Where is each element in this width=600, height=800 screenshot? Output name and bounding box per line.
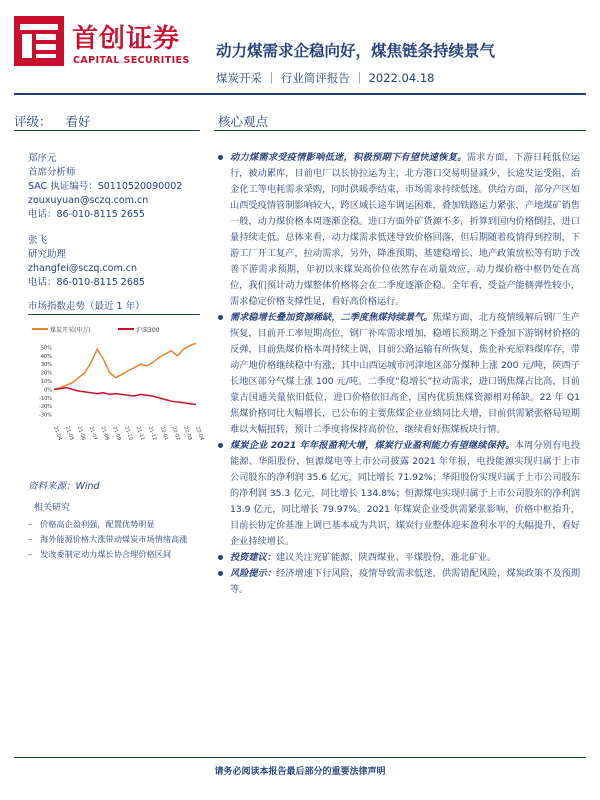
y-tick-label: -30% [39,412,52,419]
y-axis-ticks [39,345,52,418]
legend-label-hs300: 沪深300 [136,327,160,334]
market-index-chart [28,298,205,468]
x-tick-label: 21-11 [134,425,146,442]
x-tick-label: 21-05 [63,425,75,442]
y-tick-label: -10% [39,395,52,402]
y-tick-label: 40% [40,353,52,360]
logo-text-en: CAPITAL SECURITIES [73,55,190,66]
footer-divider [14,757,586,758]
related-research [28,500,208,563]
x-tick-label: 21-09 [111,425,122,442]
y-tick-label: 20% [40,370,52,377]
rating-value: 看好 [65,114,91,129]
y-tick-label: 50% [40,345,52,352]
related-item[interactable]: – 发改委制定动力煤长协合理价格区间 [28,548,208,560]
analyst-phone: 电话：86-010-8115 2655 [28,209,145,220]
analyst-cert: SAC 执证编号：S0110520090002 [28,181,183,192]
viewpoint-text: 经济增速下行风险，疫情导致需求低迷，供需错配风险，煤炭政策不及预期等。 [230,568,581,595]
analyst-list [28,152,208,302]
x-tick-label: 21-10 [123,425,134,442]
y-tick-label: -20% [39,404,52,411]
viewpoint-paragraph [218,150,580,310]
core-view-title: 核心观点 [218,114,269,129]
logo-text-cn: 首创证券 [72,24,181,54]
analyst-phone: 电话：86-010-8115 2685 [28,277,145,288]
viewpoint-paragraph [218,550,580,566]
analyst-name: 张飞 [28,235,48,246]
viewpoint-text: 焦煤方面，北方疫情缓解后钢厂生产恢复，目前开工率短期高位，钢厂补库需求增加，稳增长预期之下叠加下游钢材价格的反弹，目前焦煤价格本周持续上调，目前公路运输有所恢复，焦企补充原料煤库存，带动产地价格继续稳中有涨，其中山西运城市河津地区部分煤种上涨 200 元/吨，陕西子长地区部分气煤上涨 100 元/吨。二季度“稳增长”拉动需求，进口钢焦煤占比高，目前蒙古国通关量依旧低位，进口价格依旧高企，国内优质焦煤资源相对稀缺。22 年 Q1 焦煤价格同比大幅增长，已公布的主要焦煤企业业绩同比大增，目前供需紧张格局短期难以大幅扭转，预计二季度将保持高价位，继续看好焦煤板块行情。 [230,312,581,435]
viewpoint-lead: 需求稳增长叠加资源稀缺，二季度焦煤持续景气。 [230,312,433,323]
x-tick-label: 22-02 [170,425,182,442]
x-tick-label: 21-07 [87,425,99,442]
header-divider [14,93,586,95]
x-tick-label: 21-08 [99,425,111,442]
footer-disclaimer: 请务必阅读本报告最后部分的重要法律声明 [214,767,386,777]
x-tick-label: 22-04 [194,425,205,442]
viewpoint-lead: 煤炭企业 2021 年年报盈利大增，煤炭行业盈利能力有望继续保持。 [230,440,515,451]
analyst-email[interactable]: zhangfei@sczq.com.cn [28,263,137,274]
analyst-card [28,152,208,222]
report-title: 动力煤需求企稳向好，煤焦链条持续景气 [216,42,496,60]
viewpoint-text: 本周分别有电投能源、华阳股份、恒源煤电等上市公司披露 2021 年年报，电投能源实现归属于上市公司股东的净利润 35.6 亿元，同比增长 71.92%；华阳股份实现归属于上市公司股东的净利润 35.3 亿元，同比增长 134.8%；恒源煤电实现归属于上市公司股东的净利润 13.9 亿元，同比增长 79.97%。2021 年煤炭企业受供需紧张影响，价格中枢抬升，目前长协定价基准上调已基本成为共识，煤炭行业整体迎来盈利水平的大幅提升，看好企业持续增长。 [230,440,581,547]
viewpoint-lead: 风险提示： [230,568,277,579]
core-viewpoints [218,150,580,598]
analyst-email[interactable]: zouxuyuan@sczq.com.cn [28,195,149,206]
rating-label: 评级： [14,114,52,129]
analyst-role: 研究助理 [28,249,67,260]
chart-source: 资料来源：Wind [28,481,100,492]
analyst-name: 郑序元 [28,153,57,164]
y-tick-label: 10% [40,379,52,385]
core-divider [214,130,586,131]
viewpoint-lead: 动力煤需求受疫情影响低迷，积极预期下有望快速恢复。 [230,152,467,163]
legend-label-coal: 煤炭开采(申万) [50,327,91,334]
viewpoint-text: 建议关注兖矿能源、陕西煤业、平煤股份，淮北矿业。 [275,552,497,563]
series-line-hs300 [54,388,196,405]
related-item[interactable]: – 价格高企盈利强，配置优势明显 [28,518,208,530]
viewpoint-paragraph [218,310,580,438]
related-item[interactable]: – 海外能源价格大涨带动煤炭市场情绪高涨 [28,533,208,545]
analyst-role: 首席分析师 [28,167,76,178]
viewpoint-text: 需求方面，下游日耗低位运行，被动累库，目前电厂以长协拉运为主，北方港口交易明显减少，长途发运受阻，冶金化工等电耗需求采购，同时供暖季结束，市场需求持续低迷。供给方面，部分产区如山西受疫情管制影响较大，跨区域长途车调运困难，叠加铁路运力紧张，产地煤矿销售一般，动力煤价格本周逐渐企稳。进口方面外矿货源不多，折算到国内价格倒挂，进口量持续走低。总体来看，动力煤需求低迷导致价格回落，但后期随着疫情得到控制，下游工厂开工复产，拉动需求，另外，降准预期、基建稳增长、地产政策放松等有助于改善下游需求预期，年初以来煤炭高价位依然存在动量效应，动力煤价格中枢仍处在高位，我们预计动力煤整体价格将会在二季度逐渐企稳。全年看，受益产能侧弹性较小，需求稳定价格支撑性足，看好高价格运行。 [230,152,581,307]
viewpoint-paragraph [218,438,580,550]
x-tick-label: 22-01 [158,425,170,442]
x-axis-ticks [52,426,205,442]
chart-title: 市场指数走势（最近 1 年） [28,301,145,312]
logo-mark-icon [14,16,64,66]
rating [14,112,91,130]
viewpoint-paragraph [218,566,580,598]
x-tick-label: 21-12 [146,425,158,442]
related-list [28,518,208,560]
y-tick-label: 0% [44,387,52,394]
analyst-card [28,234,208,290]
chart-plot [28,315,205,465]
x-tick-label: 22-03 [182,425,193,442]
rating-divider [14,130,200,131]
related-title: 相关研究 [34,503,71,513]
series-line-coal [54,343,196,389]
y-tick-label: 30% [40,362,52,369]
x-tick-label: 21-04 [52,425,63,442]
x-tick-label: 21-06 [75,425,87,442]
company-logo [14,14,204,72]
report-meta: 煤炭开采 ｜ 行业简评报告 ｜ 2022.04.18 [216,71,435,85]
viewpoint-lead: 投资建议： [230,552,276,563]
